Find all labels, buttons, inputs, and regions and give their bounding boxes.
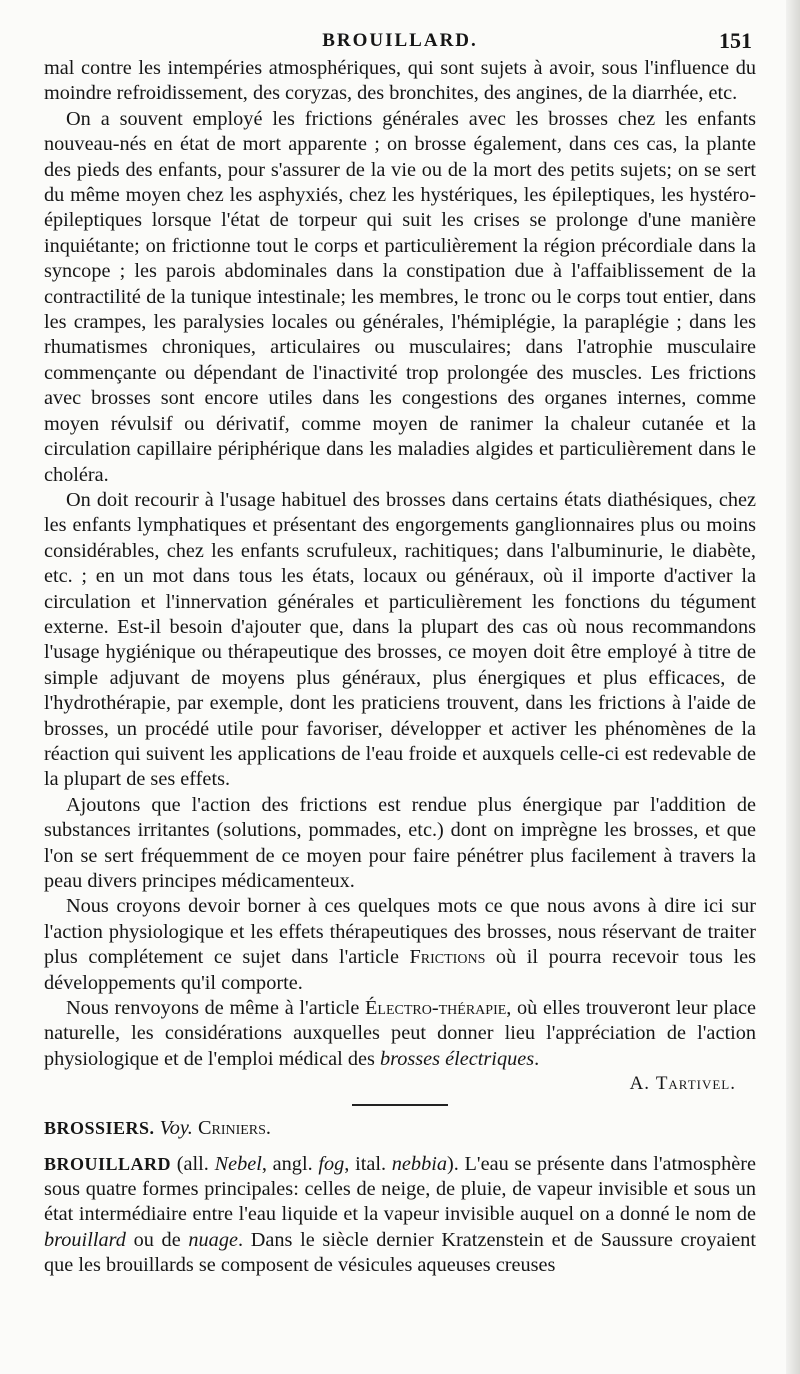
page-header [44,24,756,54]
paragraph-diathesis: On doit recourir à l'usage habituel des brosses dans certains états diathésiques, chez les enfants lymphatiques et présentant des engorgements ganglionnaires plus ou moins considérables, chez les enfants scrufuleux, rachitiques; dans l'albuminurie, le diabète, etc. ; en un mot dans tous les états, locaux ou généraux, où il importe d'activer la circulation et l'innervation générales et particulièrement les fonctions du tégument externe. Est-il besoin d'ajouter que, dans la plupart des cas où nous recommandons l'usage hygiénique ou thérapeutique des brosses, ce moyen doit être employé à titre de simple adjuvant de moyens plus généraux, plus énergiques et plus efficaces, de l'hydrothérapie, par exemple, dont les praticiens trouvent, dans les frictions à l'aide de brosses, un procédé utile pour favoriser, développer et activer les phénomènes de la réaction qui suivent les applications de l'eau froide et auxquels celle-ci est redevable de la plupart de ses effets. [44,488,756,791]
entry-text: (all. [171,1152,215,1175]
italic-term: fog [318,1152,345,1175]
paragraph-irritants: Ajoutons que l'action des frictions est rendue plus énergique par l'addition de substances irritantes (solutions, pommades, etc.) dont on imprègne les brosses, et que l'on se sert fréquemment de ce moyen pour faire pénétrer plus facilement à travers la peau divers principes médicamenteux. [44,793,756,892]
paragraph-continued: mal contre les intempéries atmosphériques, qui sont sujets à avoir, sous l'influence du moindre refroidissement, des coryzas, des bronchites, des angines, de la diarrhée, etc. [44,57,756,105]
italic-term: brosses électriques [379,1047,535,1070]
entry-spacer [44,1142,756,1152]
cross-reference: Électro-thérapie [365,997,507,1020]
entry-text: ). L'eau se présente dans l'atmosphère sous quatre formes principales: celles de neige, de pluie, de vapeur invisible et sous un état intermédiaire entre l'eau liquide et la vapeur invisible auquel on a donné le nom de [44,1152,756,1226]
paragraph-text: Nous croyons devoir borner à ces quelques mots ce que nous avons à dire ici sur l'action physiologique et les effets thérapeutiques des brosses, nous réservant de traiter plus complétement ce sujet dans l'article [44,895,756,969]
author-signature [44,1072,736,1096]
entry-text: , ital. [344,1152,392,1175]
entry-brossiers [44,1116,756,1141]
entry-text: ou de [125,1228,189,1251]
italic-term: nebbia [391,1152,447,1175]
cross-reference: Criniers. [197,1117,271,1140]
signature-name: Tartivel. [655,1073,736,1095]
entry-headword: BROUILLARD [44,1153,172,1174]
paragraph-text: où il pourra recevoir tous les développements qu'il comporte. [44,946,756,994]
article-body [44,56,756,1072]
paragraph-text: , où elles trouveront leur place naturelle, les considérations auxquelles peut donner lieu l'appréciation de l'action physiologique et de l'emploi médical des [44,997,756,1070]
entry-brouillard [44,1152,756,1279]
page-number: 151 [719,28,752,53]
page-gutter-shadow [786,0,800,1374]
paragraph-electrotherapy [44,996,756,1072]
voy-reference: Voy. [159,1117,193,1140]
running-head: BROUILLARD. [322,30,478,51]
italic-term: nuage [188,1228,238,1251]
section-divider [352,1104,448,1106]
italic-term: brouillard [44,1228,126,1251]
paragraph-text: Nous renvoyons de même à l'article [66,997,366,1020]
italic-term: Nebel [214,1152,262,1175]
paragraph-frictions: On a souvent employé les frictions générales avec les brosses chez les enfants nouveau-nés en état de mort apparente ; on brosse également, dans ces cas, la plante des pieds des enfants, pour s'assurer de la vie ou de la mort des petits sujets; on se sert du même moyen chez les asphyxiés, chez les hystériques, les épileptiques, les hystéro-épileptiques lorsque l'état de torpeur qui suit les crises se prolonge d'une manière inquiétante; on frictionne tout le corps et particulièrement la région précordiale dans la syncope ; les parois abdominales dans la constipation due à l'affaiblissement de la contractilité de la tunique intestinale; les membres, le tronc ou le corps tout entier, dans les crampes, les paralysies locales ou générales, l'hémiplégie, la paraplégie ; dans les rhumatismes chroniques, articulaires ou musculaires; dans l'atrophie musculaire commençante ou dépendant de l'inactivité trop prolongée des muscles. Les frictions avec brosses sont encore utiles dans les congestions des organes internes, comme moyen révulsif ou dérivatif, comme moyen de ranimer la chaleur cutanée et la circulation capillaire périphérique dans les maladies algides et particulièrement dans le choléra. [44,107,756,486]
paragraph-text: . [534,1047,540,1070]
paragraph-conclusion [44,894,756,996]
cross-reference: Frictions [409,946,486,969]
entry-text: , angl. [261,1152,319,1175]
entry-text: . Dans le siècle dernier Kratzenstein et de Saussure croyaient que les brouillards se composent de vésicules aqueuses creuses [44,1228,756,1277]
signature-initial: A. [629,1073,656,1095]
entry-headword: BROSSIERS. [44,1118,155,1139]
